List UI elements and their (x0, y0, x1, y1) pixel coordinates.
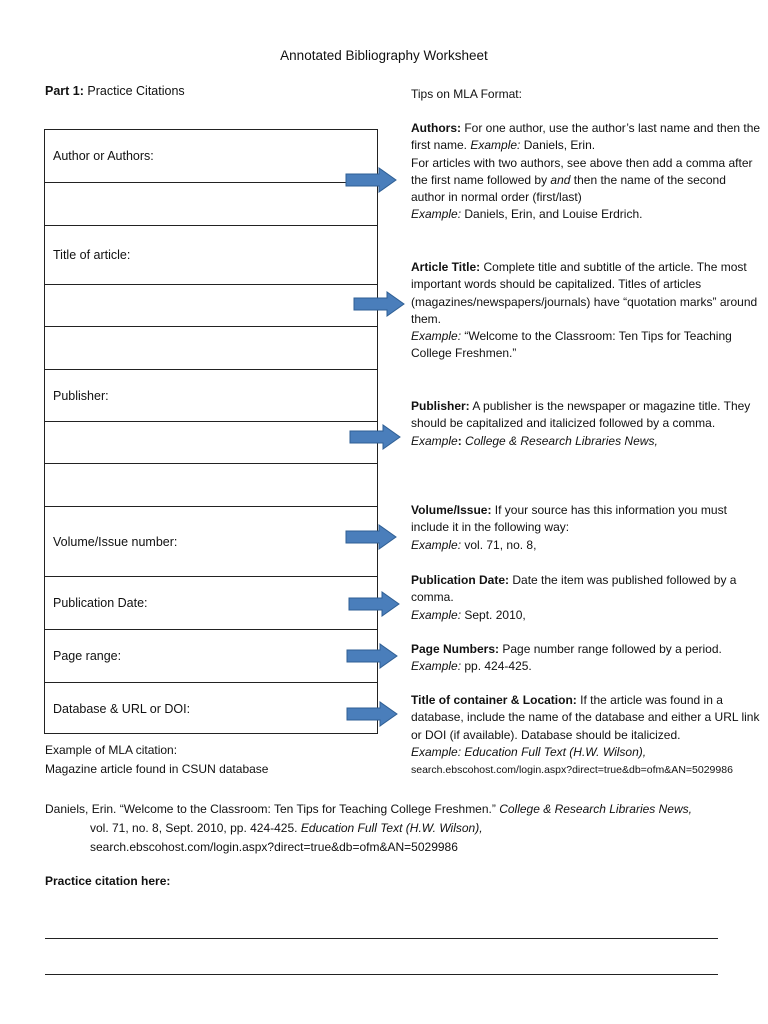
arrow-right-icon (348, 591, 400, 617)
arrow-right-icon (346, 701, 398, 727)
part-label: Part 1: (45, 84, 84, 98)
tip-authors-example-label: Example: (470, 138, 521, 153)
tip-publisher-colon: : (457, 433, 462, 448)
volume-row[interactable] (45, 507, 377, 577)
date-row[interactable] (45, 577, 377, 630)
example-label (45, 741, 268, 779)
tip-container-url: search.ebscohost.com/login.aspx?direct=true&db=ofm&AN=5029986 (411, 764, 733, 777)
mla-citation (45, 800, 745, 857)
tip-authors-label: Authors: (411, 121, 461, 135)
citation-form-table (44, 129, 378, 734)
tip-authors-example-label-2: Example: (411, 207, 462, 222)
tip-date-example-label: Example: (411, 607, 462, 622)
tip-container-example: Example: Education Full Text (H.W. Wilson), (411, 744, 647, 759)
tip-date-example: Sept. 2010, (461, 607, 526, 622)
citation-part1: Daniels, Erin. “Welcome to the Classroom: Ten Tips for Teaching College Freshmen.” (45, 802, 500, 816)
tip-publisher-label: Publisher: (411, 399, 470, 413)
arrow-right-icon (345, 167, 397, 193)
tip-article-text: Complete title and subtitle of the article. The most important words should be capitalized. Titles of articles (magazines/newspapers/journals) have “quotation marks” around them. (411, 260, 758, 326)
title-label-row (45, 226, 377, 285)
practice-label: Practice citation here: (45, 874, 171, 888)
tip-pages-example: pp. 424-425. (461, 659, 532, 674)
arrow-right-icon (346, 643, 398, 669)
title-label: Title of article: (53, 248, 131, 262)
tip-authors-example1: Daniels, Erin. (520, 138, 596, 153)
tip-date (411, 572, 761, 624)
tip-article-example-label: Example: (411, 329, 462, 344)
arrow-right-icon (345, 524, 397, 550)
tip-authors-text1: For one author, use the author’s last name and then the first name. (411, 121, 761, 153)
tip-article (411, 259, 761, 363)
tip-pages (411, 641, 761, 676)
database-label: Database & URL or DOI: (53, 702, 191, 716)
tip-authors-text2a: For articles with two authors, see above then add a comma after the first name followed by (411, 155, 753, 187)
tips-heading: Tips on MLA Format: (411, 87, 522, 101)
publisher-input-row-2[interactable] (45, 464, 377, 507)
page-range-row[interactable] (45, 630, 377, 683)
part-text: Practice Citations (87, 84, 185, 98)
citation-part2: vol. 71, no. 8, Sept. 2010, pp. 424-425. (90, 821, 301, 835)
arrow-right-icon (349, 424, 401, 450)
author-input-row[interactable] (45, 183, 377, 226)
volume-label: Volume/Issue number: (53, 534, 178, 549)
tip-volume-example-label: Example: (411, 537, 462, 552)
tip-volume (411, 502, 761, 554)
tip-container (411, 692, 761, 779)
tip-authors (411, 120, 761, 224)
tip-pages-label: Page Numbers: (411, 642, 500, 656)
practice-line-2[interactable] (45, 974, 718, 975)
page-title: Annotated Bibliography Worksheet (280, 48, 488, 63)
tip-publisher-text: A publisher is the newspaper or magazine title. They should be capitalized and italicized followed by a comma. (411, 399, 751, 431)
tip-container-label: Title of container & Location: (411, 693, 577, 707)
tip-article-label: Article Title: (411, 260, 481, 274)
tip-volume-text: If your source has this information you must include it in the following way: (411, 503, 727, 535)
citation-journal: College & Research Libraries News, (499, 802, 692, 816)
tip-authors-text2b: then the name of the second author in normal order (first/last) (411, 172, 726, 205)
citation-url: search.ebscohost.com/login.aspx?direct=true&db=ofm&AN=5029986 (90, 840, 458, 854)
publisher-label-row (45, 370, 377, 422)
tip-authors-example2: Daniels, Erin, and Louise Erdrich. (461, 207, 643, 222)
tip-date-text: Date the item was published followed by a comma. (411, 573, 737, 605)
date-label: Publication Date: (53, 596, 148, 610)
practice-line-1[interactable] (45, 938, 718, 939)
tip-article-example: “Welcome to the Classroom: Ten Tips for Teaching College Freshmen.” (411, 329, 732, 361)
page-range-label: Page range: (53, 649, 122, 663)
tip-pages-example-label: Example: (411, 659, 462, 674)
tip-publisher-example: College & Research Libraries News, (461, 433, 658, 448)
publisher-label: Publisher: (53, 388, 109, 403)
tip-authors-and: and (550, 172, 571, 187)
database-row[interactable] (45, 683, 377, 735)
author-label: Author or Authors: (53, 149, 154, 163)
arrow-right-icon (353, 291, 405, 317)
tip-publisher-example-label: Example (411, 433, 458, 448)
tip-volume-label: Volume/Issue: (411, 503, 492, 517)
title-input-row-2[interactable] (45, 327, 377, 370)
author-label-row (45, 130, 377, 183)
example-line-1: Example of MLA citation: (45, 743, 178, 757)
tip-date-label: Publication Date: (411, 573, 510, 587)
citation-database: Education Full Text (H.W. Wilson), (300, 821, 483, 835)
tip-publisher (411, 398, 761, 450)
publisher-input-row-1[interactable] (45, 422, 377, 464)
part-heading (45, 84, 185, 98)
example-line-2: Magazine article found in CSUN database (45, 762, 269, 776)
tip-volume-example: vol. 71, no. 8, (461, 537, 537, 552)
tip-pages-text: Page number range followed by a period. (499, 642, 722, 656)
tip-container-text: If the article was found in a database, include the name of the database and either a URL link or DOI (if available). Database should be italicized. (411, 693, 760, 742)
title-input-row-1[interactable] (45, 285, 377, 327)
